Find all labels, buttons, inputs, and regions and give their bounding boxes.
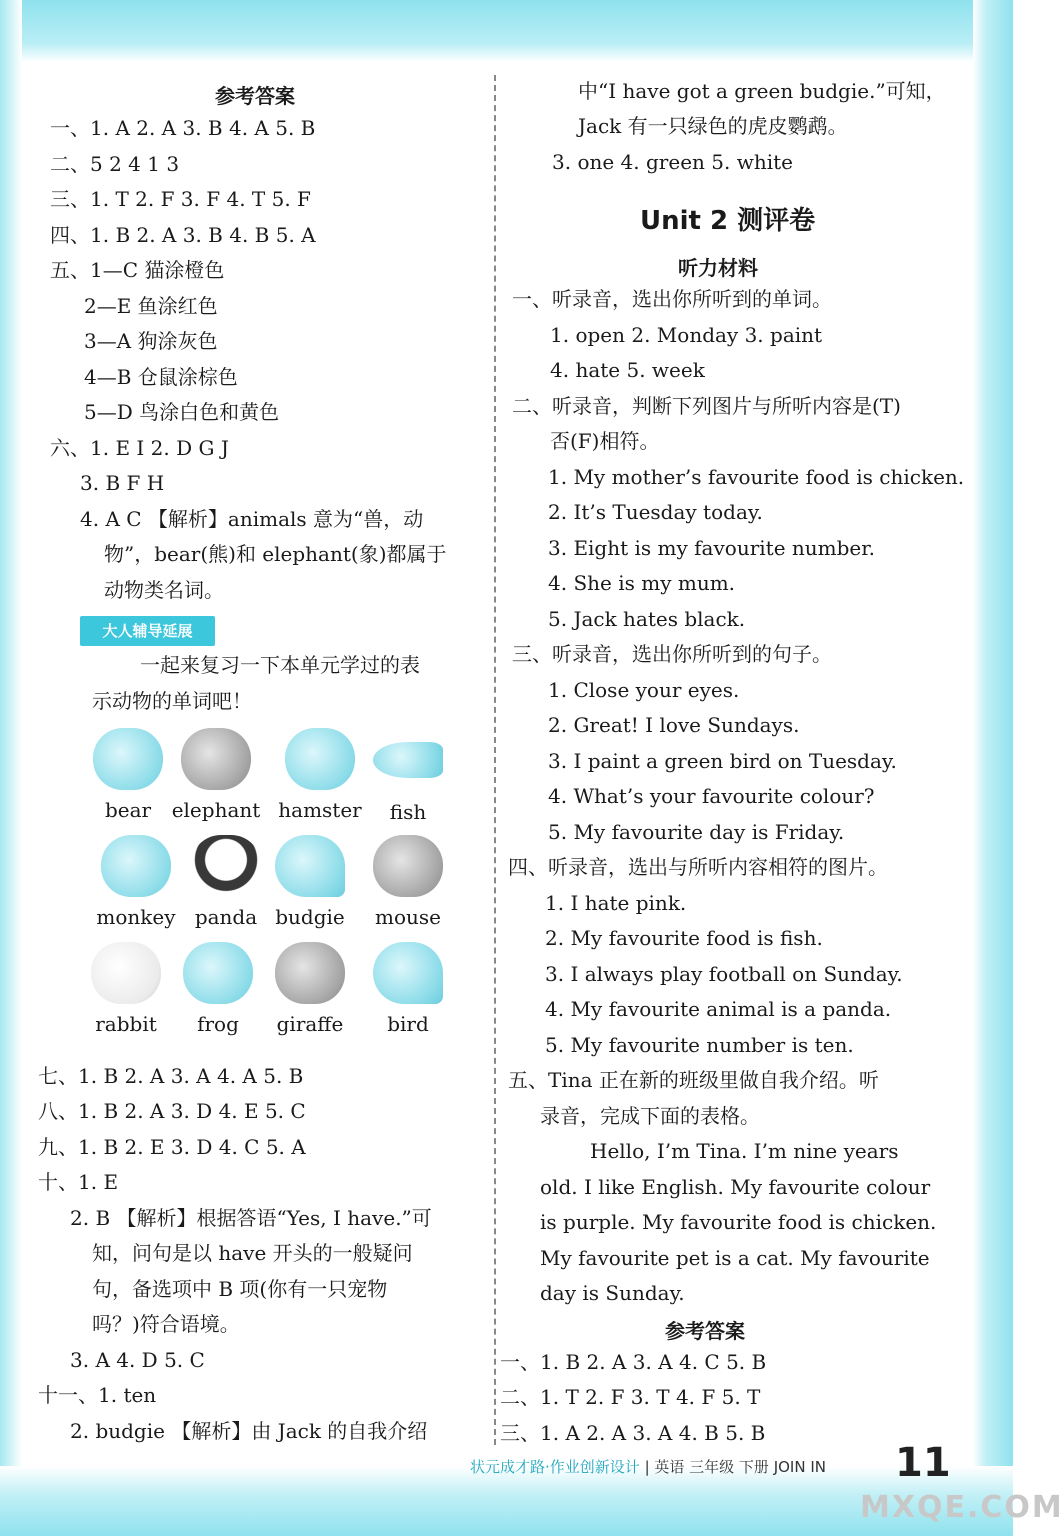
animal-giraffe [262,942,358,1036]
animal-label: monkey [96,905,176,929]
right-line: Jack 有一只绿色的虎皮鹦鹉。 [578,114,848,138]
right-line: 3. Eight is my favourite number. [548,536,875,560]
answer-line: 动物类名词。 [104,578,224,602]
footer [470,1456,826,1477]
answer-line: 二、5 2 4 1 3 [50,152,180,176]
animal-label: hamster [278,798,362,822]
animal-bird [360,942,456,1036]
right-line: 1. Close your eyes. [548,678,740,702]
answer-line: 物”，bear(熊)和 elephant(象)都属于 [104,542,447,566]
animal-elephant [168,728,264,822]
animal-bear [80,728,176,822]
review-text: 示动物的单词吧！ [92,689,252,713]
answer-line: 句，备选项中 B 项(你有一只宠物 [92,1277,388,1301]
right-line: 2. My favourite food is fish. [545,926,823,950]
listening-title: 听力材料 [678,256,758,280]
animal-hamster [272,728,368,822]
answer-line: 4. A C 【解析】animals 意为“兽，动 [80,507,424,531]
giraffe-icon [275,942,345,1004]
bird-icon [373,942,443,1004]
right-answer-line: 三、1. A 2. A 3. A 4. B 5. B [500,1421,766,1445]
right-line: 5. My favourite day is Friday. [548,820,845,844]
animal-label: giraffe [276,1012,344,1036]
review-text: 一起来复习一下本单元学过的表 [140,653,420,677]
right-line: 1. My mother’s favourite food is chicken. [548,465,965,489]
answer-line: 八、1. B 2. A 3. D 4. E 5. C [38,1099,306,1123]
fish-icon [373,742,443,778]
page-number: 11 [895,1440,951,1486]
right-line: 4. hate 5. week [550,358,705,382]
animal-label: elephant [171,798,261,822]
right-line: 1. I hate pink. [545,891,687,915]
right-line: 二、听录音，判断下列图片与所听内容是(T) [512,394,901,418]
left-answer-title: 参考答案 [215,84,295,108]
answer-line: 2. budgie 【解析】由 Jack 的自我介绍 [70,1419,428,1443]
subject-info: | 英语 三年级 下册 JOIN IN [644,1458,826,1476]
right-line: 录音，完成下面的表格。 [540,1104,760,1128]
right-line: 3. one 4. green 5. white [552,150,793,174]
answer-line: 3—A 狗涂灰色 [84,329,218,353]
animal-fish [360,728,456,824]
right-line: 5. Jack hates black. [548,607,746,631]
right-line: 三、听录音，选出你所听到的句子。 [512,642,832,666]
budgie-icon [275,835,345,897]
answer-line: 知，问句是以 have 开头的一般疑问 [92,1241,413,1265]
right-line: 4. My favourite animal is a panda. [545,997,892,1021]
unit-title: Unit 2 测评卷 [640,206,816,236]
rabbit-icon [91,942,161,1004]
right-line: is purple. My favourite food is chicken. [540,1210,937,1234]
answer-line: 四、1. B 2. A 3. B 4. B 5. A [50,223,316,247]
animal-label: mouse [375,905,441,929]
animal-panda [178,835,274,929]
answer-line: 十、1. E [38,1170,119,1194]
right-line: 3. I paint a green bird on Tuesday. [548,749,897,773]
answer-line: 3. A 4. D 5. C [70,1348,205,1372]
panda-icon [191,835,261,897]
right-line: 4. She is my mum. [548,571,736,595]
right-line: old. I like English. My favourite colour [540,1175,931,1199]
tutor-banner: 大人辅导延展 [80,616,215,646]
right-line: 2. Great! I love Sundays. [548,713,800,737]
animal-label: rabbit [95,1012,157,1036]
left-border [0,0,22,1536]
animal-label: panda [194,905,258,929]
answer-line: 六、1. E I 2. D G J [50,436,229,460]
right-answer-line: 二、1. T 2. F 3. T 4. F 5. T [500,1385,761,1409]
answer-line: 3. B F H [80,471,165,495]
mouse-icon [373,835,443,897]
right-line: 五、Tina 正在新的班级里做自我介绍。听 [508,1068,879,1092]
answer-line: 七、1. B 2. A 3. A 4. A 5. B [38,1064,304,1088]
answer-line: 五、1—C 猫涂橙色 [50,258,225,282]
watermark: MXQE.COM [860,1490,1064,1525]
animal-label: budgie [275,905,345,929]
frog-icon [183,942,253,1004]
right-line: 1. open 2. Monday 3. paint [550,323,823,347]
bear-icon [93,728,163,790]
answer-line: 三、1. T 2. F 3. F 4. T 5. F [50,187,311,211]
animal-label: fish [389,800,427,824]
right-line: 一、听录音，选出你所听到的单词。 [512,287,832,311]
right-line: 四、听录音，选出与所听内容相符的图片。 [508,855,888,879]
answer-line: 4—B 仓鼠涂棕色 [84,365,238,389]
right-line: 3. I always play football on Sunday. [545,962,903,986]
answer-line: 十一、1. ten [38,1383,157,1407]
animal-rabbit [78,942,174,1036]
top-border [0,0,1013,62]
animal-monkey [88,835,184,929]
column-divider [494,75,496,1445]
right-answer-line: 一、1. B 2. A 3. A 4. C 5. B [500,1350,767,1374]
right-border [973,0,1013,1536]
animal-budgie [262,835,358,929]
animal-mouse [360,835,456,929]
animal-label: bird [387,1012,429,1036]
answer-line: 一、1. A 2. A 3. B 4. A 5. B [50,116,316,140]
animal-label: frog [197,1012,239,1036]
right-answer-title: 参考答案 [665,1319,745,1343]
right-line: 4. What’s your favourite colour? [548,784,875,808]
monkey-icon [101,835,171,897]
animal-label: bear [104,798,152,822]
right-line: My favourite pet is a cat. My favourite [540,1246,930,1270]
hamster-icon [285,728,355,790]
answer-line: 5—D 鸟涂白色和黄色 [84,400,280,424]
animal-frog [170,942,266,1036]
right-line: 中“I have got a green budgie.”可知， [578,79,946,103]
answer-line: 2—E 鱼涂红色 [84,294,218,318]
right-line: Hello, I’m Tina. I’m nine years [590,1139,899,1163]
answer-line: 九、1. B 2. E 3. D 4. C 5. A [38,1135,306,1159]
series-name: 状元成才路·作业创新设计 [470,1458,640,1476]
elephant-icon [181,728,251,790]
right-line: 5. My favourite number is ten. [545,1033,854,1057]
answer-line: 吗？)符合语境。 [92,1312,240,1336]
right-line: 否(F)相符。 [550,429,660,453]
right-line: day is Sunday. [540,1281,685,1305]
answer-line: 2. B 【解析】根据答语“Yes, I have.”可 [70,1206,432,1230]
right-line: 2. It’s Tuesday today. [548,500,763,524]
